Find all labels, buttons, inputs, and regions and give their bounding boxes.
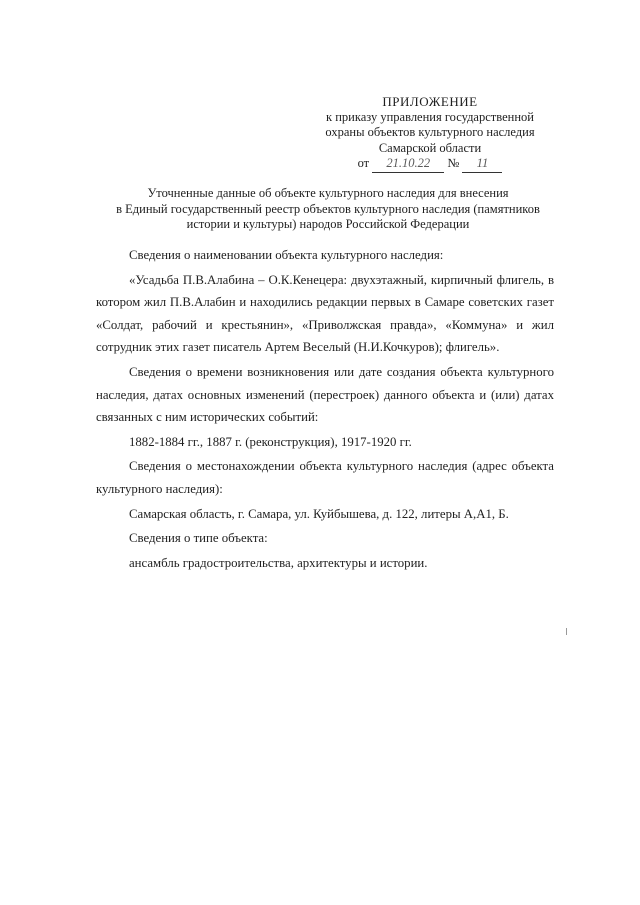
type-section-value: ансамбль градостроительства, архитектуры и истории. xyxy=(129,555,428,570)
appendix-header xyxy=(300,94,560,173)
document-heading-line-2: в Единый государственный реестр объектов культурного наследия (памятников xyxy=(116,201,540,216)
name-section-value: «Усадьба П.В.Алабина – О.К.Кенецера: двухэтажный, кирпичный флигель, в котором жил П.В.Алабин и находились редакции первых в Самаре советских газет «Солдат, рабочий и крестьянин», «Приволжская правда», «Коммуна» и жил сотрудник этих газет писатель Артем Веселый (Н.И.Кочкуров); флигель». xyxy=(96,272,554,355)
document-heading-line-3: истории и культуры) народов Российской Федерации xyxy=(186,217,470,231)
name-section-label: Сведения о наименовании объекта культурного наследия: xyxy=(129,248,444,262)
document-heading xyxy=(80,186,576,233)
scan-margin-mark xyxy=(566,628,567,635)
order-date-handwritten: 21.10.22 xyxy=(372,156,444,173)
document-heading-line-1: Уточненные данные об объекте культурного наследия для внесения xyxy=(147,186,509,200)
document-body xyxy=(96,244,554,574)
appendix-header-line-1: к приказу управления государственной xyxy=(326,109,534,124)
type-section-label: Сведения о типе объекта: xyxy=(129,531,268,546)
location-section-label: Сведения о местонахождении объекта культурного наследия (адрес объекта культурного наследия): xyxy=(96,459,554,496)
time-section-value: 1882-1884 гг., 1887 г. (реконструкция), 1917-1920 гг. xyxy=(129,434,412,449)
time-section-label: Сведения о времени возникновения или дате создания объекта культурного наследия, датах основных изменений (перестроек) данного объекта и (или) датах связанных с ним исторических событий: xyxy=(96,364,554,425)
number-prefix: № xyxy=(447,156,460,170)
appendix-header-line-3: Самарской области xyxy=(378,140,482,155)
order-date-number-line xyxy=(300,156,560,173)
order-number-handwritten: 11 xyxy=(462,156,502,173)
appendix-header-line-2: охраны объектов культурного наследия xyxy=(325,125,535,139)
date-prefix: от xyxy=(357,156,370,170)
appendix-title: ПРИЛОЖЕНИЕ xyxy=(382,94,478,109)
location-section-value: Самарская область, г. Самара, ул. Куйбышева, д. 122, литеры А,А1, Б. xyxy=(129,506,509,521)
